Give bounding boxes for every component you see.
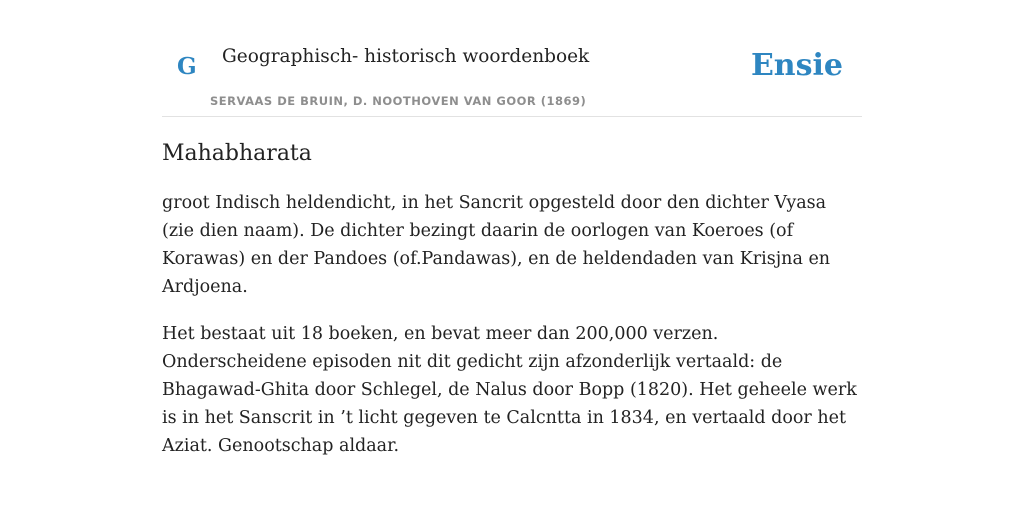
- entry-title: Mahabharata: [162, 141, 312, 166]
- book-logo-icon[interactable]: G: [177, 53, 197, 80]
- entry-content: [162, 138, 862, 479]
- entry-paragraph: groot Indisch heldendicht, in het Sancrit opgesteld door den dichter Vyasa (zie dien naam). De dichter bezingt daarin de oorlogen van Koeroes (of Korawas) en der Pandoes (of.Pandawas), en de heldendaden van Krisjna en Ardjoena.: [162, 193, 831, 297]
- entry-paragraph: Het bestaat uit 18 boeken, en bevat meer dan 200,000 verzen. Onderscheidene episoden nit dit gedicht zijn afzonderlijk vertaald: de Bhagawad-Ghita door Schlegel, de Nalus door Bopp (1820). Het geheele werk is in het Sanscrit in ’t licht gegeven te Calcntta in 1834, en vertaald door het Aziat. Genootschap aldaar.: [162, 324, 857, 456]
- book-title[interactable]: Geographisch- historisch woordenboek: [222, 46, 590, 67]
- book-authors: SERVAAS DE BRUIN, D. NOOTHOVEN VAN GOOR (1869): [210, 94, 587, 108]
- book-header: [162, 0, 862, 117]
- ensie-logo[interactable]: Ensie: [750, 48, 843, 83]
